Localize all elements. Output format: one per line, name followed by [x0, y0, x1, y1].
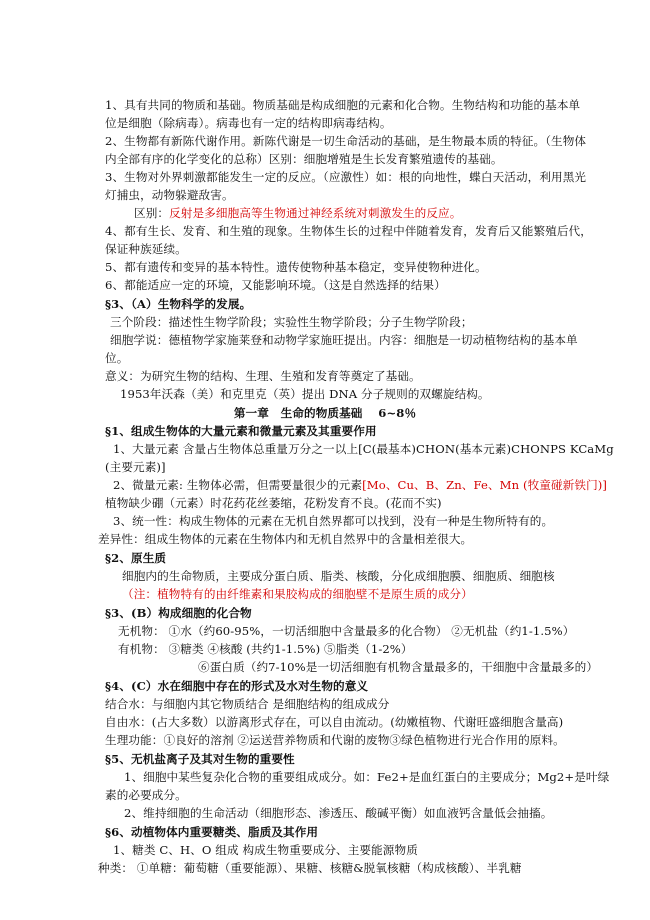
- paragraph-line: 4、都有生长、发育、和生殖的现象。生物体生长的过程中伴随着发育，发育后又能繁殖后代，: [105, 224, 592, 238]
- paragraph-line: 细胞学说：德植物学家施莱登和动物学家施旺提出。内容：细胞是一切动植物结构的基本单: [110, 333, 578, 347]
- paragraph-line: 三个阶段：描述性生物学阶段；实验性生物学阶段；分子生物学阶段；: [110, 315, 473, 329]
- paragraph-line: 素的必要成分。: [105, 788, 187, 802]
- section-heading: §3、（A）生物科学的发展。: [105, 297, 252, 311]
- paragraph-line: 无机物： ①水（约60-95%，一切活细胞中含量最多的化合物） ②无机盐（约1-1.5%）: [118, 624, 575, 638]
- chapter-title: 第一章 生命的物质基础 6~8％: [233, 406, 417, 420]
- paragraph-line: 3、生物对外界刺激都能发生一定的反应。（应激性）如：根的向地性，蝶白天活动，利用黑光: [105, 170, 587, 184]
- paragraph-line: 差异性：组成生物体的元素在生物体内和无机自然界中的含量相差很大。: [98, 532, 473, 546]
- paragraph-line: (主要元素)]: [105, 460, 166, 474]
- paragraph-line: 1、大量元素 含量占生物体总重量万分之一以上[C(最基本)CHON(基本元素)CHONPS KCaMg: [113, 442, 614, 456]
- section-heading: §5、无机盐离子及其对生物的重要性: [105, 752, 295, 766]
- paragraph-line: 1、糖类 C、H、O 组成 构成生物重要成分、主要能源物质: [113, 843, 418, 857]
- paragraph-line: 细胞内的生命物质，主要成分蛋白质、脂类、核酸，分化成细胞膜、细胞质、细胞核: [122, 569, 555, 583]
- paragraph-line: 6、都能适应一定的环境，又能影响环境。（这是自然选择的结果）: [105, 278, 446, 292]
- paragraph-line: 1、细胞中某些复杂化合物的重要组成成分。如：Fe2+是血红蛋白的主要成分；Mg2+是叶绿: [124, 770, 610, 784]
- section-heading: §4、(C）水在细胞中存在的形式及水对生物的意义: [105, 679, 369, 693]
- paragraph-line: 位。: [105, 351, 129, 365]
- paragraph-line: 1953年沃森（美）和克里克（英）提出 DNA 分子规则的双螺旋结构。: [120, 387, 490, 401]
- red-highlight-text: [Mo、Cu、B、Zn、Fe、Mn (牧童碰新铁门)]: [362, 478, 608, 492]
- paragraph-line: 内全部有序的化学变化的总称）区别：细胞增殖是生长发育繁殖遗传的基础。: [105, 152, 503, 166]
- paragraph-line: ⑥蛋白质（约7-10%是一切活细胞有机物含量最多的，干细胞中含量最多的）: [198, 660, 599, 674]
- paragraph-line: 2、维持细胞的生命活动（细胞形态、渗透压、酸碱平衡）如血液钙含量低会抽搐。: [124, 806, 553, 820]
- paragraph-line: 植物缺少硼（元素）时花药花丝萎缩，花粉发育不良。(花而不实): [105, 496, 442, 510]
- paragraph-line: 位是细胞（除病毒）。病毒也有一定的结构即病毒结构。: [105, 116, 392, 130]
- paragraph-line: [113, 477, 607, 494]
- paragraph-line: 3、统一性：构成生物体的元素在无机自然界都可以找到，没有一种是生物所特有的。: [113, 514, 554, 528]
- paragraph-line: 2、生物都有新陈代谢作用。新陈代谢是一切生命活动的基础，是生物最本质的特征。（生物体: [105, 134, 587, 148]
- section-heading: §6、动植物体内重要糖类、脂质及其作用: [105, 825, 319, 839]
- paragraph-line: 有机物： ③糖类 ④核酸 (共约1-1.5%) ⑤脂类（1-2%）: [118, 642, 413, 656]
- red-highlight-text: 反射是多细胞高等生物通过神经系统对刺激发生的反应。: [169, 206, 462, 220]
- paragraph-line: 意义：为研究生物的结构、生理、生殖和发育等奠定了基础。: [105, 369, 421, 383]
- paragraph-line-note: [134, 205, 461, 222]
- paragraph-line: 种类： ①单糖：葡萄糖（重要能源）、果糖、核糖&脱氧核糖（构成核酸）、半乳糖: [98, 861, 522, 875]
- red-note-line: （注：植物特有的由纤维素和果胶构成的细胞壁不是原生质的成分）: [122, 587, 473, 601]
- section-heading: §1、组成生物体的大量元素和微量元素及其重要作用: [105, 424, 377, 438]
- paragraph-line: 生理功能：①良好的溶剂 ②运送营养物质和代谢的废物③绿色植物进行光合作用的原料。: [105, 733, 565, 747]
- note-prefix: 区别：: [134, 206, 170, 220]
- paragraph-line: 保证种族延续。: [105, 242, 187, 256]
- section-heading: §2、原生质: [105, 551, 167, 565]
- paragraph-line: 1、具有共同的物质和基础。物质基础是构成细胞的元素和化合物。生物结构和功能的基本单: [105, 98, 581, 112]
- trace-element-text: 2、微量元素: 生物体必需，但需要量很少的元素: [113, 478, 363, 492]
- paragraph-line: 灯捕虫，动物躲避敌害。: [105, 188, 234, 202]
- paragraph-line: 结合水：与细胞内其它物质结合 是细胞结构的组成成分: [105, 697, 390, 711]
- section-heading: §3、(B）构成细胞的化合物: [105, 606, 252, 620]
- paragraph-line: 5、都有遗传和变异的基本特性。遗传使物种基本稳定，变异使物种进化。: [105, 260, 487, 274]
- paragraph-line: 自由水：(占大多数）以游离形式存在，可以自由流动。(幼嫩植物、代谢旺盛细胞含量高): [105, 715, 564, 729]
